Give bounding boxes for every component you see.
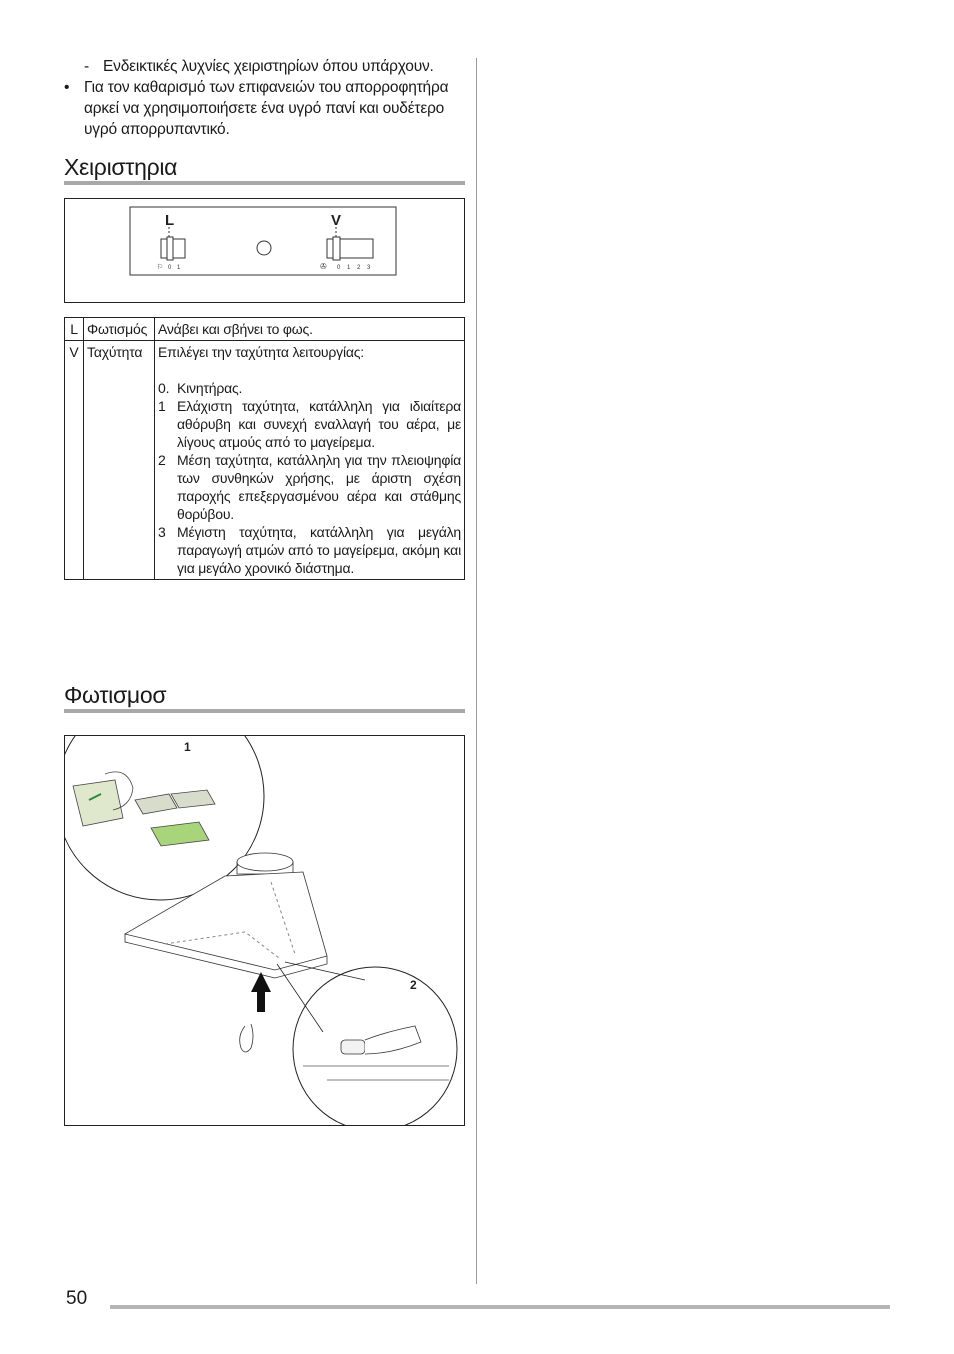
row-name: Ταχύτητα	[84, 341, 155, 580]
fan-symbol-icon: ✇	[320, 262, 327, 271]
speed-intro: Επιλέγει την ταχύτητα λειτουργίας:	[158, 344, 364, 360]
bulb-icon	[341, 1040, 365, 1054]
speed-text: Μέση ταχύτητα, κατάλληλη για την πλειοψηφία των συνθηκών χρήσης, με άριστη σχέση παροχής επεξεργασμένου αέρα και στάθμης θορύβου.	[177, 452, 461, 522]
bullet-marker: -	[84, 58, 89, 75]
speed-item	[158, 379, 461, 397]
row-key: V	[65, 341, 84, 580]
speed-item	[158, 523, 461, 577]
column-separator	[476, 58, 477, 1284]
up-arrow-icon	[251, 972, 271, 1012]
row-description: Ανάβει και σβήνει το φως.	[155, 318, 465, 341]
controls-table	[64, 317, 465, 580]
hood-illustration	[65, 736, 464, 1125]
panel-label-l: L	[165, 212, 175, 229]
hood-body	[125, 872, 327, 970]
charcoal-filter-icon	[151, 822, 209, 846]
intro-bullets	[62, 56, 462, 140]
scale-l: 0 1	[168, 265, 183, 271]
scale-v: 0 1 2 3	[337, 265, 373, 271]
page-number: 50	[66, 1288, 88, 1309]
bullet-item	[62, 77, 462, 140]
control-panel-drawing	[65, 199, 464, 302]
speed-text: Ελάχιστη ταχύτητα, κατάλληλη για ιδιαίτερα αθόρυβη και συνεχή εναλλαγή του αέρα, με λίγους ατμούς από το μαγείρεμα.	[177, 398, 461, 450]
table-row	[65, 318, 465, 341]
row-key: L	[65, 318, 84, 341]
controls-heading: Χειριστηρια	[64, 154, 178, 180]
callout-2: 2	[410, 978, 417, 992]
bullet-text: Ενδεικτικές λυχνίες χειριστηρίων όπου υπάρχουν.	[103, 58, 434, 75]
callout-1: 1	[184, 740, 191, 754]
table-row	[65, 341, 465, 580]
row-description	[155, 341, 465, 580]
footer-rule	[110, 1305, 890, 1309]
control-panel-figure	[64, 198, 465, 303]
bullet-marker: •	[64, 79, 70, 96]
speed-number: 2	[158, 452, 166, 468]
lighting-figure	[64, 735, 465, 1126]
speed-number: 3	[158, 524, 166, 540]
speed-item	[158, 451, 461, 523]
lighting-heading: Φωτισμοσ	[64, 682, 167, 708]
speed-item	[158, 397, 461, 451]
row-name: Φωτισμός	[84, 318, 155, 341]
lamp-symbol-icon: ⚐	[157, 264, 164, 271]
hood-duct-collar	[237, 853, 293, 871]
controls-heading-rule	[64, 181, 465, 185]
lighting-heading-rule	[64, 709, 465, 713]
speed-number: 0.	[158, 380, 170, 396]
grease-filter-icon	[135, 794, 177, 814]
speed-number: 1	[158, 398, 166, 414]
speed-text: Κινητήρας.	[177, 380, 243, 396]
indicator-lamp-icon	[257, 241, 271, 255]
bullet-item	[62, 56, 462, 77]
grease-filter-icon	[171, 790, 215, 808]
bullet-text: Για τον καθαρισμό των επιφανειών του απορροφητήρα αρκεί να χρησιμοποιήσετε ένα υγρό πανί και ουδέτερο υγρό απορρυπαντικό.	[84, 79, 449, 138]
hand-icon	[240, 1024, 253, 1052]
speed-text: Μέγιστη ταχύτητα, κατάλληλη για μεγάλη παραγωγή ατμών από το μαγείρεμα, ακόμη και για μεγάλο χρονικό διάστημα.	[177, 524, 461, 576]
panel-label-v: V	[331, 212, 342, 229]
